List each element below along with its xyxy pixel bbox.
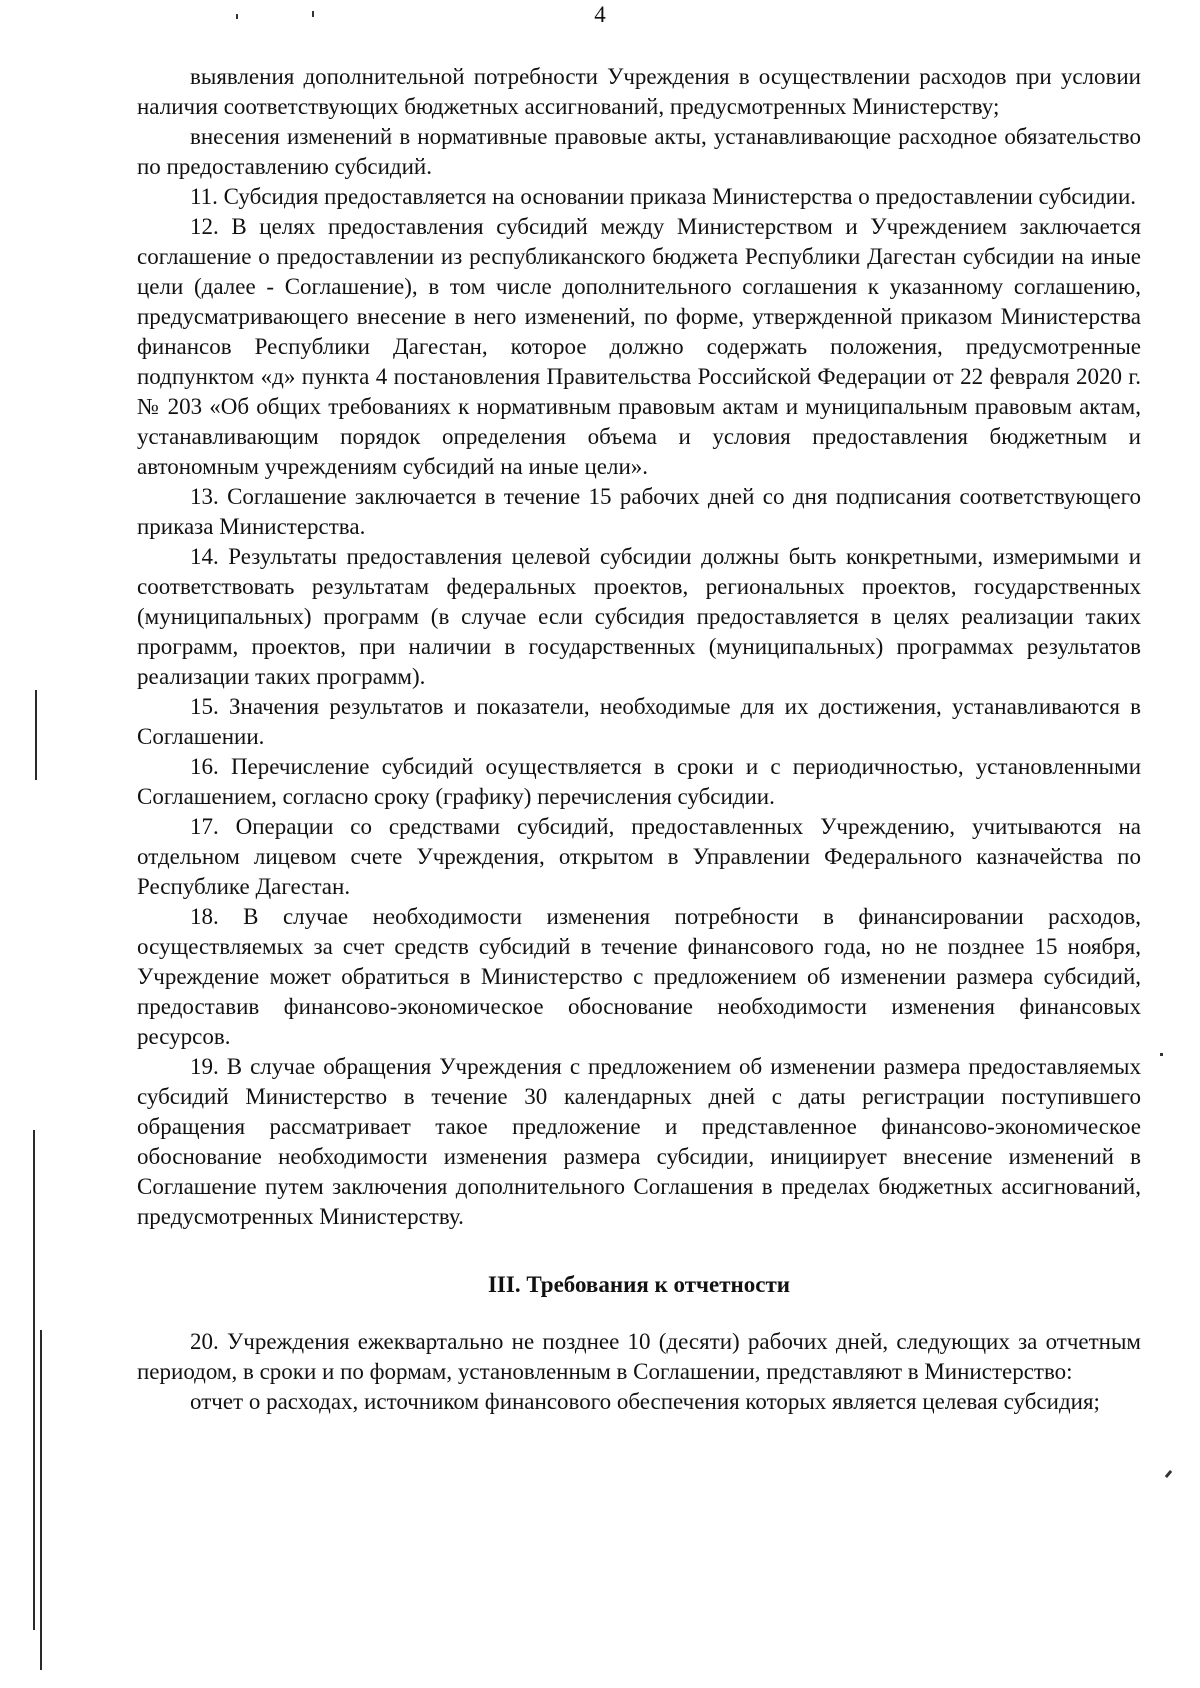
paragraph: внесения изменений в нормативные правовые акты, устанавливающие расходное обязательство по предоставлению субсидий. (137, 124, 1141, 179)
scan-speck (1160, 1053, 1163, 1056)
scan-speck (1165, 1470, 1172, 1478)
document-body (137, 62, 1141, 1417)
paragraph: отчет о расходах, источником финансового обеспечения которых является целевая субсидия; (190, 1389, 1100, 1414)
paragraph: 13. Соглашение заключается в течение 15 рабочих дней со дня подписания соответствующего приказа Министерства. (137, 484, 1141, 539)
paragraph: 11. Субсидия предоставляется на основании приказа Министерства о предоставлении субсидии. (190, 184, 1137, 209)
paragraph: 18. В случае необходимости изменения потребности в финансировании расходов, осуществляемых за счет средств субсидий в течение финансового года, но не позднее 15 ноября, Учреждение может обратиться в Министерство с предложением об изменении размера субсидий, предоставив финансово-экономическое обоснование необходимости изменения финансовых ресурсов. (137, 904, 1141, 1049)
scan-edge-line (33, 1130, 35, 1630)
paragraph: 19. В случае обращения Учреждения с предложением об изменении размера предоставляемых субсидий Министерство в течение 30 календарных дней с даты регистрации поступившего обращения рассматривает такое предложение и представленное финансово-экономическое обоснование необходимости изменения размера субсидии, инициирует внесение изменений в Соглашение путем заключения дополнительного Соглашения в пределах бюджетных ассигнований, предусмотренных Министерству. (137, 1054, 1141, 1229)
paragraph: 12. В целях предоставления субсидий между Министерством и Учреждением заключается соглашение о предоставлении из республиканского бюджета Республики Дагестан субсидии на иные цели (далее - Соглашение), в том числе дополнительного соглашения к указанному соглашению, предусматривающего внесение в него изменений, по форме, утвержденной приказом Министерства финансов Республики Дагестан, которое должно содержать положения, предусмотренные подпунктом «д» пункта 4 постановления Правительства Российской Федерации от 22 февраля 2020 г. № 203 «Об общих требованиях к нормативным правовым актам и муниципальным правовым актам, устанавливающим порядок определения объема и условия предоставления бюджетным и автономным учреждениям субсидий на иные цели». (137, 214, 1141, 479)
page-number: 4 (594, 2, 606, 27)
paragraph: 16. Перечисление субсидий осуществляется в сроки и с периодичностью, установленными Соглашением, согласно сроку (графику) перечисления субсидии. (137, 754, 1141, 809)
paragraph: 14. Результаты предоставления целевой субсидии должны быть конкретными, измеримыми и соответствовать результатам федеральных проектов, региональных проектов, государственных (муниципальных) программ (в случае если субсидия предоставляется в целях реализации таких программ, проектов, при наличии в государственных (муниципальных) программах результатов реализации таких программ). (137, 544, 1141, 689)
paragraph: выявления дополнительной потребности Учреждения в осуществлении расходов при условии наличия соответствующих бюджетных ассигнований, предусмотренных Министерству; (137, 64, 1141, 119)
paragraph: 20. Учреждения ежеквартально не позднее 10 (десяти) рабочих дней, следующих за отчетным периодом, в сроки и по формам, установленным в Соглашении, представляют в Министерство: (137, 1329, 1141, 1384)
section-heading: III. Требования к отчетности (487, 1272, 791, 1297)
scan-edge-line (35, 690, 37, 780)
paragraph: 15. Значения результатов и показатели, необходимые для их достижения, устанавливаются в Соглашении. (137, 694, 1141, 749)
paragraph: 17. Операции со средствами субсидий, предоставленных Учреждению, учитываются на отдельном лицевом счете Учреждения, открытом в Управлении Федерального казначейства по Республике Дагестан. (137, 814, 1141, 899)
scan-edge-line (40, 1330, 42, 1670)
